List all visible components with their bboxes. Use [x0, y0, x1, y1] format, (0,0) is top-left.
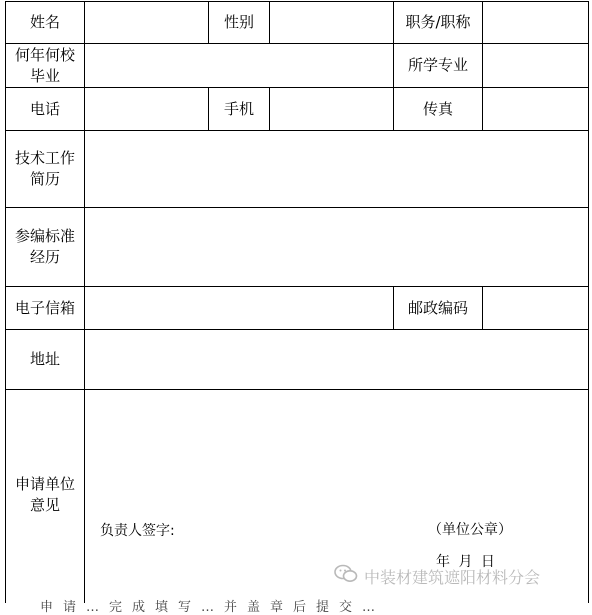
watermark-text: 中装材建筑遮阳材料分会	[364, 567, 541, 587]
postcode-label: 邮政编码	[407, 298, 468, 317]
major-label: 所学专业	[407, 56, 468, 74]
tech-resume-label: 技术工作 简历	[14, 149, 75, 188]
school-field[interactable]	[85, 44, 393, 87]
school-label: 何年何校 毕业	[14, 45, 75, 85]
phone-label: 电话	[29, 99, 60, 118]
position-label: 职务/职称	[405, 13, 471, 31]
standards-field[interactable]	[85, 208, 588, 286]
watermark	[334, 564, 540, 588]
email-field[interactable]	[85, 287, 393, 329]
address-field[interactable]	[85, 330, 588, 389]
fax-label: 传真	[422, 99, 453, 118]
standards-label: 参编标准 经历	[14, 227, 75, 266]
footer-text: 申请…完成填写…并盖章后提交…	[40, 600, 386, 615]
major-field[interactable]	[483, 44, 588, 87]
address-label: 地址	[29, 350, 60, 368]
opinion-label: 申请单位 意见	[14, 475, 75, 514]
position-field[interactable]	[483, 2, 588, 43]
name-field[interactable]	[85, 2, 208, 43]
column-divider	[588, 1, 589, 603]
gender-field[interactable]	[270, 2, 393, 43]
email-label: 电子信箱	[14, 298, 75, 317]
wechat-icon	[334, 564, 364, 588]
fax-field[interactable]	[483, 88, 588, 130]
mobile-field[interactable]	[270, 88, 393, 130]
date-label: 年 月 日	[436, 554, 497, 570]
gender-label: 性别	[223, 13, 254, 31]
mobile-label: 手机	[223, 99, 254, 118]
tech-resume-field[interactable]	[85, 131, 588, 207]
phone-field[interactable]	[85, 88, 208, 130]
name-label: 姓名	[29, 13, 60, 31]
postcode-field[interactable]	[483, 287, 588, 329]
signature-label: 负责人签字:	[100, 523, 175, 539]
seal-label: （单位公章）	[428, 522, 512, 538]
